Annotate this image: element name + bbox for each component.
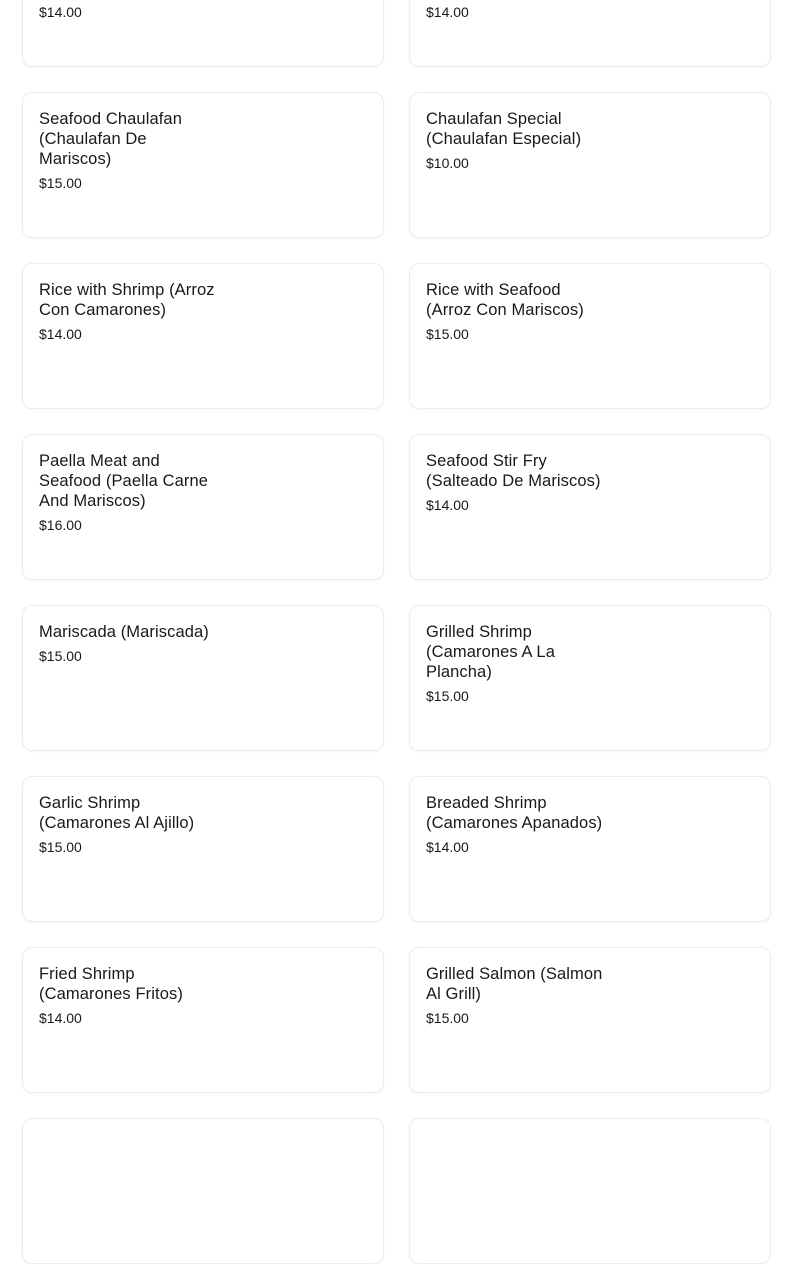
menu-item-price: $14.00 [426, 839, 469, 855]
menu-item-name: Rice with Seafood (Arroz Con Mariscos) [426, 281, 584, 319]
menu-item-card[interactable] [22, 776, 384, 922]
menu-item-price: $14.00 [426, 4, 469, 20]
menu-item-price: $15.00 [426, 688, 469, 704]
menu-item-price: $14.00 [39, 1010, 82, 1026]
menu-item-card[interactable] [22, 92, 384, 238]
menu-item-name: Paella Meat and Seafood (Paella Carne And Mariscos) [39, 452, 209, 510]
menu-item-price: $15.00 [426, 1010, 469, 1026]
menu-item-price: $10.00 [426, 155, 469, 171]
menu-item-price: $14.00 [426, 497, 469, 513]
menu-item-card[interactable] [409, 605, 771, 751]
menu-item-price: $15.00 [39, 839, 82, 855]
menu-item-name: Fried Shrimp (Camarones Fritos) [39, 965, 183, 1003]
menu-item-card[interactable] [22, 263, 384, 409]
menu-item-name: Seafood Stir Fry (Salteado De Mariscos) [426, 452, 601, 490]
menu-item-name: Breaded Shrimp (Camarones Apanados) [426, 794, 603, 832]
menu-item-card[interactable] [22, 605, 384, 751]
menu-item-grid [22, 0, 771, 1264]
menu-item-price: $14.00 [39, 326, 82, 342]
menu-item-card[interactable] [409, 1118, 771, 1264]
menu-item-price: $14.00 [39, 4, 82, 20]
menu-item-card[interactable] [22, 434, 384, 580]
menu-item-card[interactable] [409, 263, 771, 409]
menu-item-card[interactable] [409, 434, 771, 580]
menu-item-price: $15.00 [426, 326, 469, 342]
menu-item-card[interactable] [22, 947, 384, 1093]
menu-item-name: Rice with Shrimp (Arroz Con Camarones) [39, 281, 215, 319]
menu-item-card[interactable] [22, 0, 384, 67]
menu-item-card[interactable] [409, 92, 771, 238]
menu-item-price: $15.00 [39, 648, 82, 664]
menu-item-name: Seafood Chaulafan (Chaulafan De Mariscos) [39, 110, 182, 168]
menu-item-name: Mariscada (Mariscada) [39, 623, 209, 641]
menu-item-card[interactable] [22, 1118, 384, 1264]
menu-item-name: Chaulafan Special (Chaulafan Especial) [426, 110, 582, 148]
menu-item-card[interactable] [409, 776, 771, 922]
menu-item-card[interactable] [409, 0, 771, 67]
menu-item-price: $16.00 [39, 517, 82, 533]
menu-item-card[interactable] [409, 947, 771, 1093]
menu-item-price: $15.00 [39, 175, 82, 191]
menu-item-name: Garlic Shrimp (Camarones Al Ajillo) [39, 794, 195, 832]
menu-item-name: Grilled Salmon (Salmon Al Grill) [426, 965, 603, 1003]
menu-item-name: Grilled Shrimp (Camarones A La Plancha) [426, 623, 555, 681]
